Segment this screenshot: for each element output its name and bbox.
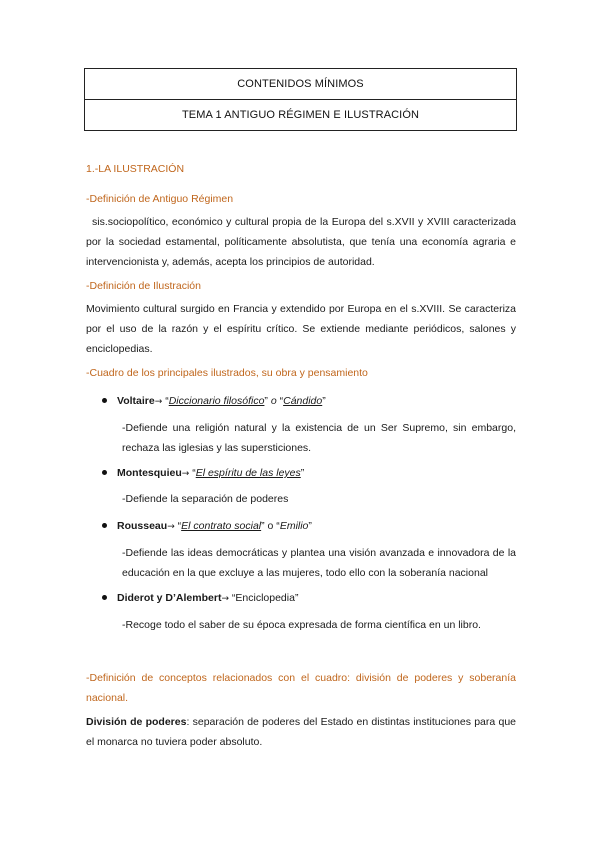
connector: o: [267, 520, 274, 532]
bullet-icon: [102, 595, 107, 600]
term: División de poderes: [86, 716, 187, 728]
arrow-icon: →: [167, 522, 175, 532]
antiguo-regimen-heading: -Definición de Antiguo Régimen: [86, 193, 234, 205]
arrow-icon: →: [181, 469, 190, 479]
term-definition: : separación de poderes del Estado en distintas instituciones para que el monarca no tuviera poder absoluto.: [86, 716, 517, 748]
section-title: 1.-LA ILUSTRACIÓN: [86, 163, 185, 175]
work-title: El contrato social: [181, 520, 262, 532]
author-name: Voltaire: [117, 395, 155, 407]
author-name: Rousseau: [117, 520, 168, 532]
work-title: Cándido: [283, 395, 323, 407]
title-table: [84, 68, 517, 131]
diderot-desc: -Recoge todo el saber de su época expresada de forma científica en un libro.: [122, 619, 481, 631]
antiguo-regimen-text: sis.sociopolítico, económico y cultural propia de la Europa del s.XVII y XVIII caracterizada por la sociedad estamental, políticamente absolutista, que tenía una economía agraria e intervencionista y, además, acepta los principios de autoridad.: [86, 216, 516, 268]
connector: o: [270, 395, 277, 407]
page-title: CONTENIDOS MÍNIMOS: [237, 78, 364, 90]
division-poderes-text: [86, 712, 516, 752]
cuadro-heading: -Cuadro de los principales ilustrados, su obra y pensamiento: [86, 367, 368, 379]
conceptos-heading: -Definición de conceptos relacionados con el cuadro: división de poderes y soberanía nacional.: [86, 672, 516, 704]
work-title: Emilio: [279, 520, 309, 532]
author-name: Montesquieu: [117, 467, 182, 479]
voltaire-desc: -Defiende una religión natural y la existencia de un Ser Supremo, sin embargo, rechaza las iglesias y las supersticiones.: [122, 422, 516, 454]
arrow-icon: →: [221, 594, 229, 604]
list-item-diderot: Diderot y D’Alembert→ “Enciclopedia”: [102, 590, 298, 607]
author-name: Diderot y D’Alembert: [117, 592, 222, 604]
list-item-montesquieu: Montesquieu→ “El espíritu de las leyes”: [102, 465, 304, 482]
page-subtitle: TEMA 1 ANTIGUO RÉGIMEN E ILUSTRACIÓN: [85, 99, 516, 130]
bullet-icon: [102, 470, 107, 475]
rousseau-desc: -Defiende las ideas democráticas y plantea una visión avanzada e innovadora de la educación en la que excluye a las mujeres, todo ello con la soberanía nacional: [122, 547, 516, 579]
list-item-rousseau: Rousseau→ “El contrato social” o “Emilio”: [102, 518, 312, 535]
ilustracion-heading: -Definición de Ilustración: [86, 280, 201, 292]
work-title: Diccionario filosófico: [168, 395, 265, 407]
montesquieu-desc: -Defiende la separación de poderes: [122, 493, 289, 505]
work-title: Enciclopedia: [235, 592, 295, 604]
list-item-voltaire: Voltaire→ “Diccionario filosófico” o “Cándido”: [102, 393, 326, 410]
bullet-icon: [102, 523, 107, 528]
ilustracion-text: Movimiento cultural surgido en Francia y extendido por Europa en el s.XVIII. Se caracteriza por el uso de la razón y el espíritu crítico. Se extiende mediante periódicos, salones y enciclopedias.: [86, 303, 516, 355]
work-title: El espíritu de las leyes: [195, 467, 301, 479]
arrow-icon: →: [154, 397, 163, 407]
bullet-icon: [102, 398, 107, 403]
